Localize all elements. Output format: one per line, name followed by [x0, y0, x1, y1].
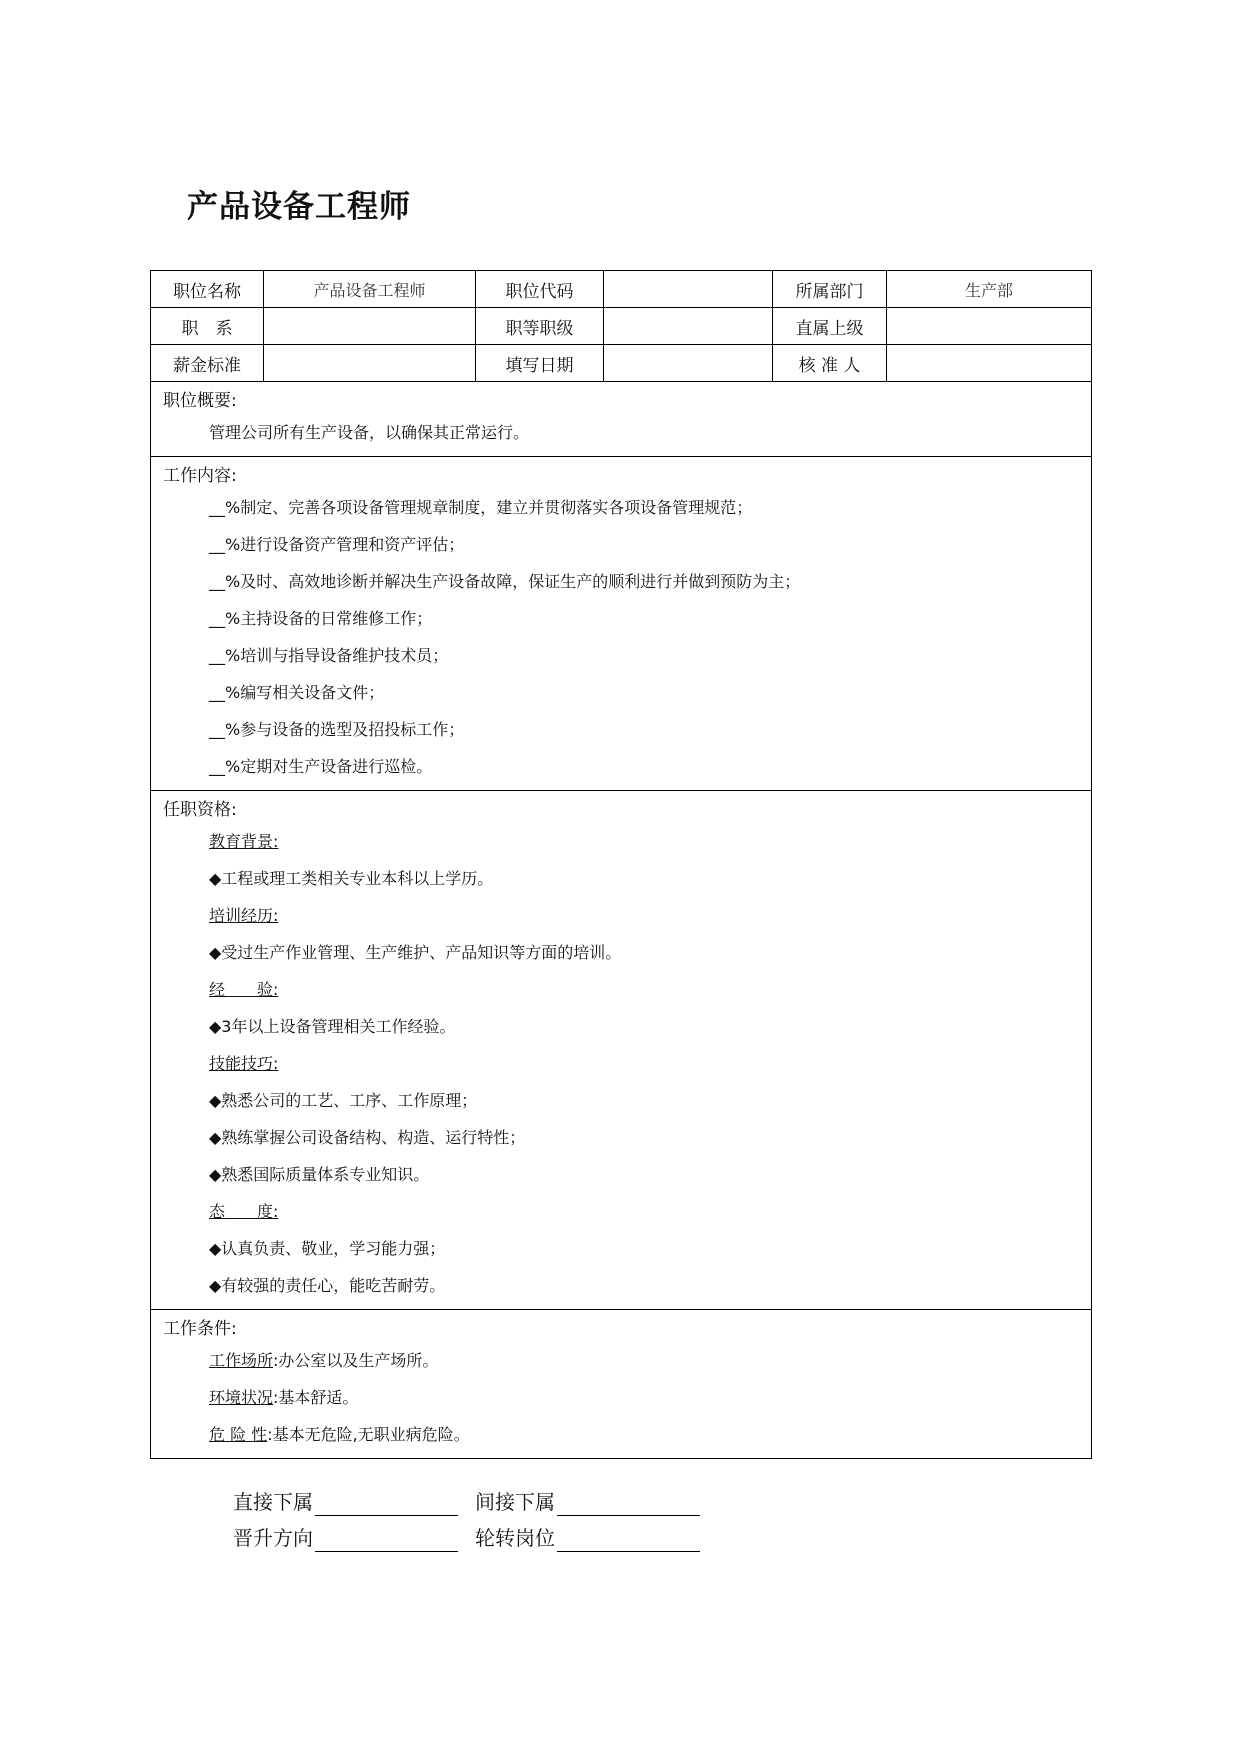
- education-title: 教育背景:: [209, 832, 279, 851]
- label-job-family: 职 系: [151, 308, 264, 344]
- value-supervisor[interactable]: [887, 308, 1091, 344]
- condition-workplace: [163, 1350, 1079, 1372]
- training-title: 培训经历:: [209, 906, 279, 925]
- label-supervisor: 直属上级: [773, 308, 887, 344]
- attitude-item: ◆有较强的责任心，能吃苦耐劳。: [209, 1276, 446, 1295]
- value-position-name[interactable]: 产品设备工程师: [264, 271, 476, 307]
- page-title: 产品设备工程师: [187, 189, 411, 225]
- duty-item: __%培训与指导设备维护技术员；: [209, 646, 449, 665]
- condition-risk: [163, 1424, 1079, 1446]
- header-row-3: [151, 345, 1091, 382]
- duty-item: __%编写相关设备文件；: [209, 683, 385, 702]
- rotation-field: [475, 1524, 700, 1552]
- condition-label: 环境状况: [209, 1388, 274, 1407]
- duty-item: __%进行设备资产管理和资产评估；: [209, 535, 465, 554]
- direct-reports-blank[interactable]: [315, 1493, 458, 1516]
- label-fill-date: 填写日期: [476, 345, 604, 381]
- skills-title: 技能技巧:: [209, 1054, 279, 1073]
- attitude-title: 态 度:: [209, 1202, 279, 1221]
- header-row-1: [151, 271, 1091, 308]
- duty-item: __%主持设备的日常维修工作；: [209, 609, 433, 628]
- education-item: ◆工程或理工类相关专业本科以上学历。: [209, 869, 494, 888]
- value-salary[interactable]: [264, 345, 476, 381]
- duty-item: __%及时、高效地诊断并解决生产设备故障，保证生产的顺利进行并做到预防为主；: [209, 572, 801, 591]
- attitude-item: ◆认真负责、敬业，学习能力强；: [209, 1239, 446, 1258]
- qualifications-heading: 任职资格:: [163, 800, 237, 820]
- label-department: 所属部门: [773, 271, 887, 307]
- label-grade: 职等职级: [476, 308, 604, 344]
- label-approver: 核 准 人: [773, 345, 887, 381]
- label-position-code: 职位代码: [476, 271, 604, 307]
- value-grade[interactable]: [604, 308, 773, 344]
- condition-text: :基本舒适。: [273, 1388, 359, 1407]
- condition-text: :办公室以及生产场所。: [273, 1351, 439, 1370]
- duties-heading: 工作内容:: [163, 466, 237, 486]
- training-item: ◆受过生产作业管理、生产维护、产品知识等方面的培训。: [209, 943, 622, 962]
- value-position-code[interactable]: [604, 271, 773, 307]
- conditions-section: [151, 1310, 1091, 1458]
- duty-item: __%参与设备的选型及招投标工作；: [209, 720, 465, 739]
- rotation-label: 轮转岗位: [475, 1526, 555, 1550]
- condition-label: 工作场所: [209, 1351, 274, 1370]
- promotion-label: 晋升方向: [233, 1526, 313, 1550]
- footer-row-2: [233, 1524, 717, 1552]
- value-department[interactable]: 生产部: [964, 280, 1013, 300]
- duties-section: [151, 457, 1091, 791]
- label-position-name: 职位名称: [151, 271, 264, 307]
- condition-text: :基本无危险,无职业病危险。: [267, 1425, 470, 1444]
- value-fill-date[interactable]: [604, 345, 773, 381]
- label-salary: 薪金标准: [151, 345, 264, 381]
- value-approver[interactable]: [887, 345, 1091, 381]
- promotion-field: [233, 1524, 458, 1552]
- skills-item: ◆熟悉国际质量体系专业知识。: [209, 1165, 430, 1184]
- experience-item: ◆3年以上设备管理相关工作经验。: [209, 1017, 456, 1036]
- rotation-blank[interactable]: [557, 1529, 700, 1552]
- overview-text: 管理公司所有生产设备，以确保其正常运行。: [209, 423, 530, 442]
- direct-reports-field: [233, 1488, 458, 1516]
- conditions-heading: 工作条件:: [163, 1319, 237, 1339]
- indirect-reports-label: 间接下属: [475, 1490, 555, 1514]
- condition-label: 危 险 性: [209, 1425, 268, 1444]
- header-row-2: [151, 308, 1091, 345]
- indirect-reports-blank[interactable]: [557, 1493, 700, 1516]
- overview-section: [151, 382, 1091, 457]
- direct-reports-label: 直接下属: [233, 1490, 313, 1514]
- promotion-blank[interactable]: [315, 1529, 458, 1552]
- skills-item: ◆熟悉公司的工艺、工序、工作原理；: [209, 1091, 478, 1110]
- skills-item: ◆熟练掌握公司设备结构、构造、运行特性；: [209, 1128, 526, 1147]
- overview-heading: 职位概要:: [163, 391, 237, 411]
- value-job-family[interactable]: [264, 308, 476, 344]
- footer-row-1: [233, 1488, 717, 1516]
- condition-environment: [163, 1387, 1079, 1409]
- job-description-form: [150, 270, 1092, 1459]
- duty-item: __%制定、完善各项设备管理规章制度，建立并贯彻落实各项设备管理规范；: [209, 498, 753, 517]
- indirect-reports-field: [475, 1488, 700, 1516]
- duty-item: __%定期对生产设备进行巡检。: [209, 757, 433, 776]
- qualifications-section: [151, 791, 1091, 1310]
- experience-title: 经 验:: [209, 980, 279, 999]
